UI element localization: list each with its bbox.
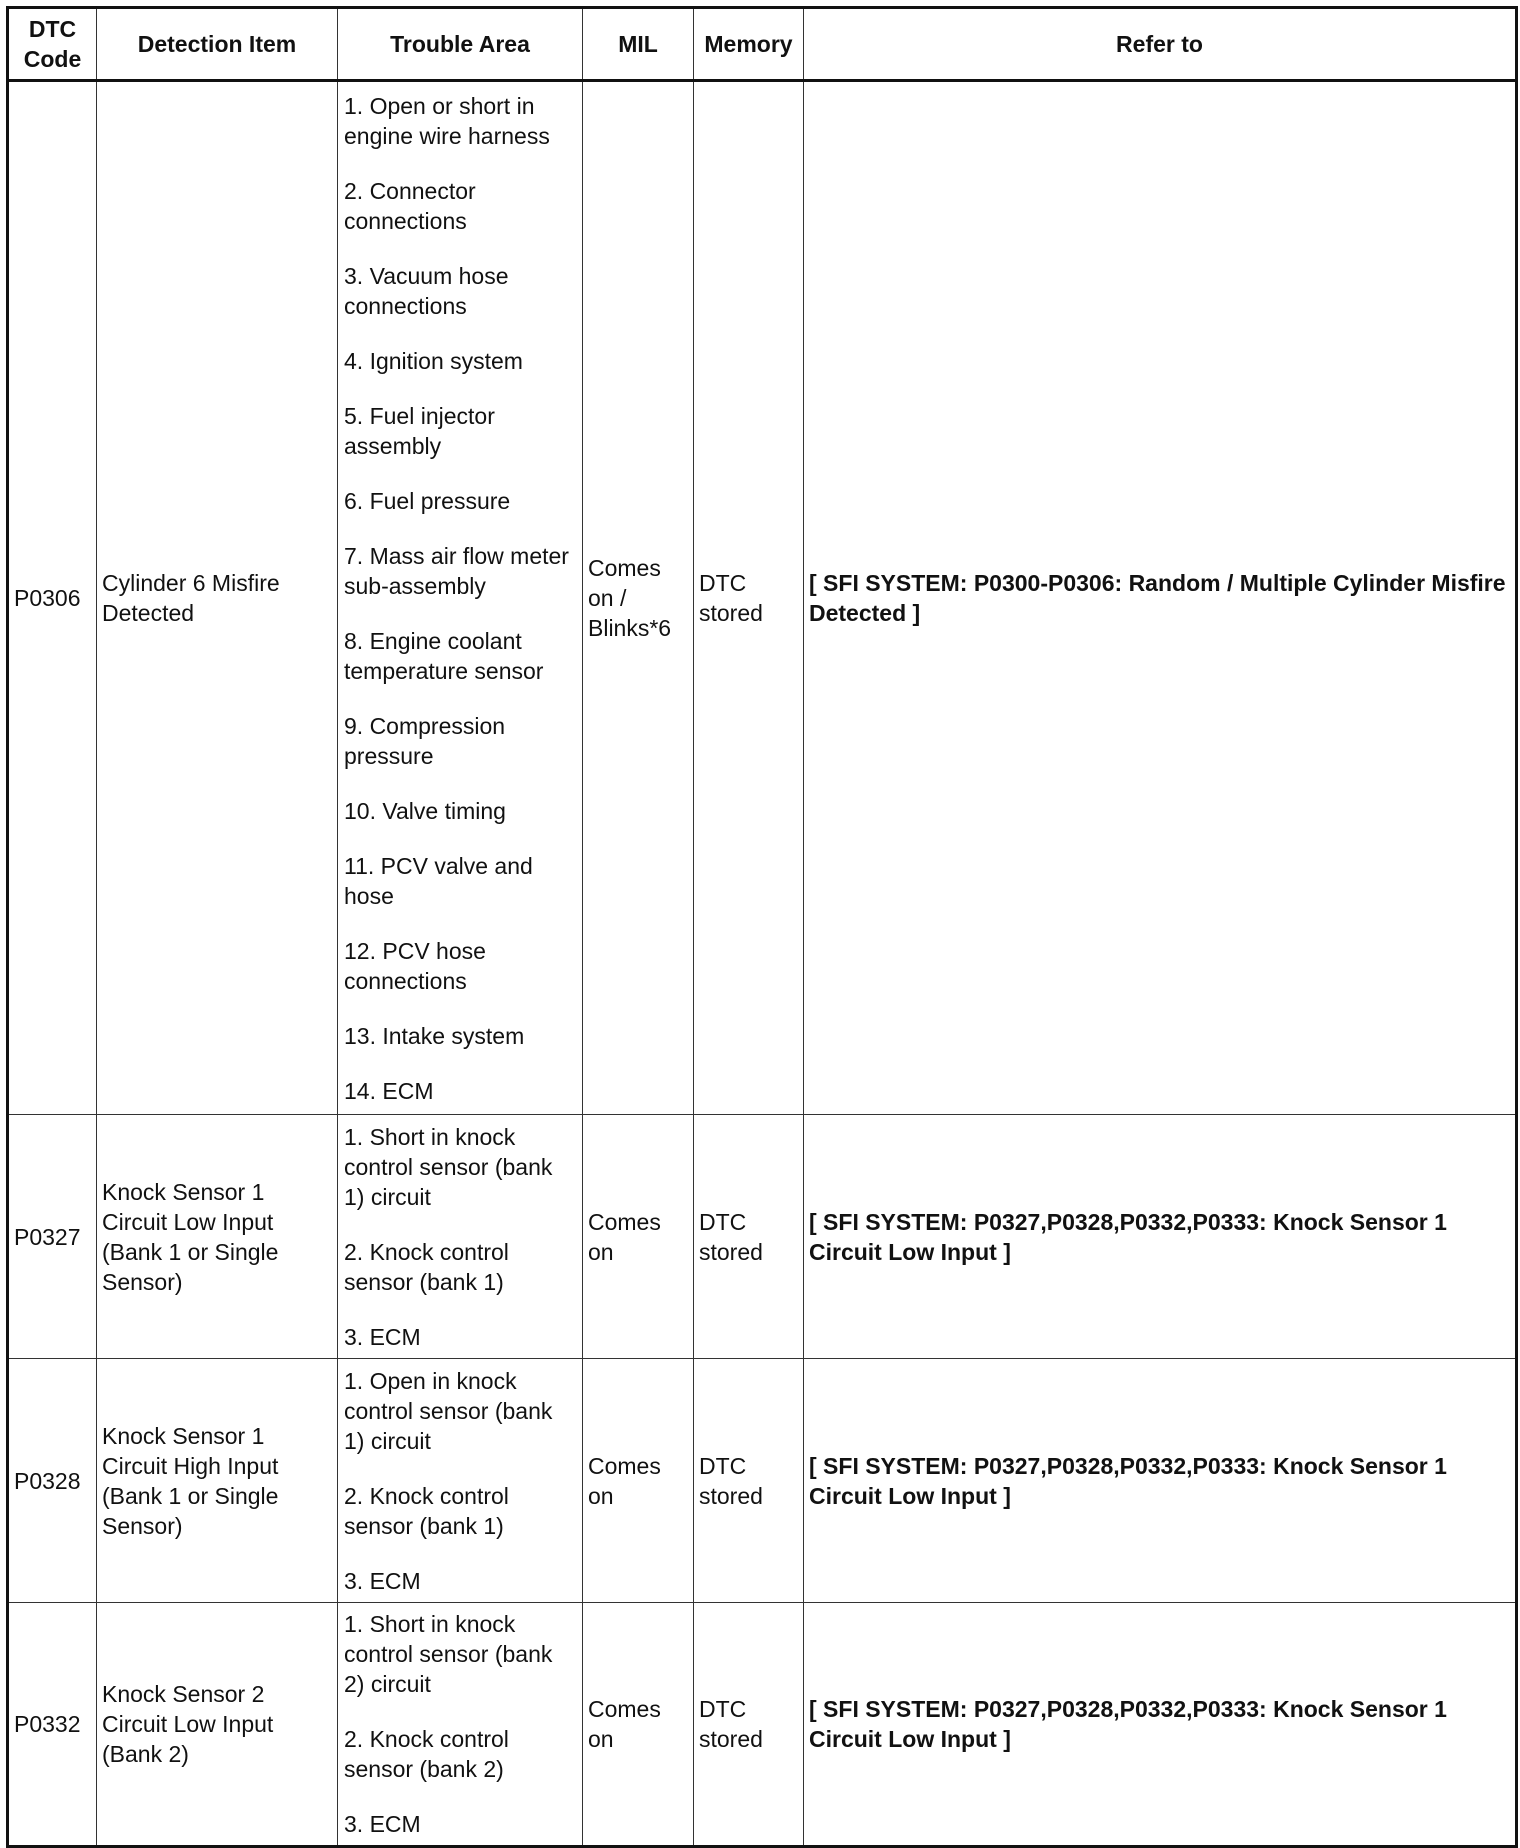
table-row — [8, 1115, 1517, 1359]
header-mil: MIL — [583, 8, 694, 81]
mil-cell: Comes on / Blinks*6 — [583, 81, 694, 1115]
trouble-item: 1. Open in knock control sensor (bank 1) circuit — [344, 1367, 553, 1454]
refer-to-cell: [ SFI SYSTEM: P0300-P0306: Random / Multiple Cylinder Misfire Detected ] — [804, 81, 1517, 1115]
trouble-item: 2. Connector connections — [344, 177, 476, 234]
trouble-item: 3. ECM — [344, 1323, 421, 1350]
table-row — [8, 1603, 1517, 1847]
trouble-item: 2. Knock control sensor (bank 1) — [344, 1482, 509, 1539]
refer-to-cell: [ SFI SYSTEM: P0327,P0328,P0332,P0333: Knock Sensor 1 Circuit Low Input ] — [804, 1359, 1517, 1603]
trouble-item: 11. PCV valve and hose — [344, 852, 533, 909]
mil-cell: Comes on — [583, 1115, 694, 1359]
memory-cell: DTC stored — [694, 1115, 804, 1359]
header-trouble-area: Trouble Area — [338, 8, 583, 81]
trouble-item: 12. PCV hose connections — [344, 937, 486, 994]
trouble-area-cell — [338, 1115, 583, 1359]
header-detection-item: Detection Item — [97, 8, 338, 81]
mil-cell: Comes on — [583, 1359, 694, 1603]
detection-item-cell: Knock Sensor 1 Circuit Low Input (Bank 1 or Single Sensor) — [97, 1115, 338, 1359]
dtc-code-cell: P0327 — [8, 1115, 97, 1359]
dtc-table-container — [6, 6, 1515, 1838]
memory-cell: DTC stored — [694, 1603, 804, 1847]
memory-cell: DTC stored — [694, 81, 804, 1115]
dtc-code-cell: P0306 — [8, 81, 97, 1115]
detection-item-cell: Knock Sensor 2 Circuit Low Input (Bank 2) — [97, 1603, 338, 1847]
mil-cell: Comes on — [583, 1603, 694, 1847]
trouble-area-list — [344, 1609, 576, 1839]
trouble-item: 3. ECM — [344, 1567, 421, 1594]
trouble-item: 7. Mass air flow meter sub-assembly — [344, 542, 569, 599]
refer-to-cell: [ SFI SYSTEM: P0327,P0328,P0332,P0333: Knock Sensor 1 Circuit Low Input ] — [804, 1603, 1517, 1847]
dtc-code-cell: P0328 — [8, 1359, 97, 1603]
trouble-area-list — [344, 1122, 576, 1352]
trouble-item: 5. Fuel injector assembly — [344, 402, 495, 459]
trouble-item: 4. Ignition system — [344, 347, 523, 374]
trouble-item: 10. Valve timing — [344, 797, 506, 824]
table-row — [8, 1359, 1517, 1603]
trouble-area-cell — [338, 81, 583, 1115]
memory-cell: DTC stored — [694, 1359, 804, 1603]
trouble-area-cell — [338, 1359, 583, 1603]
trouble-item: 3. Vacuum hose connections — [344, 262, 509, 319]
header-memory: Memory — [694, 8, 804, 81]
refer-to-cell: [ SFI SYSTEM: P0327,P0328,P0332,P0333: Knock Sensor 1 Circuit Low Input ] — [804, 1115, 1517, 1359]
trouble-item: 1. Open or short in engine wire harness — [344, 92, 550, 149]
dtc-code-cell: P0332 — [8, 1603, 97, 1847]
trouble-item: 8. Engine coolant temperature sensor — [344, 627, 544, 684]
table-header-row — [8, 8, 1517, 81]
trouble-item: 14. ECM — [344, 1077, 434, 1104]
trouble-item: 2. Knock control sensor (bank 1) — [344, 1238, 509, 1295]
trouble-item: 1. Short in knock control sensor (bank 1) circuit — [344, 1123, 553, 1210]
trouble-area-cell — [338, 1603, 583, 1847]
trouble-area-list — [344, 91, 576, 1106]
trouble-item: 6. Fuel pressure — [344, 487, 511, 514]
dtc-table — [6, 6, 1518, 1848]
trouble-item: 13. Intake system — [344, 1022, 525, 1049]
detection-item-cell: Cylinder 6 Misfire Detected — [97, 81, 338, 1115]
table-row — [8, 81, 1517, 1115]
trouble-item: 2. Knock control sensor (bank 2) — [344, 1726, 509, 1782]
trouble-area-list — [344, 1366, 576, 1596]
trouble-item: 1. Short in knock control sensor (bank 2) circuit — [344, 1611, 553, 1697]
detection-item-cell: Knock Sensor 1 Circuit High Input (Bank 1 or Single Sensor) — [97, 1359, 338, 1603]
trouble-item: 3. ECM — [344, 1811, 421, 1837]
header-refer-to: Refer to — [804, 8, 1517, 81]
trouble-item: 9. Compression pressure — [344, 712, 506, 769]
header-dtc-code: DTC Code — [8, 8, 97, 81]
